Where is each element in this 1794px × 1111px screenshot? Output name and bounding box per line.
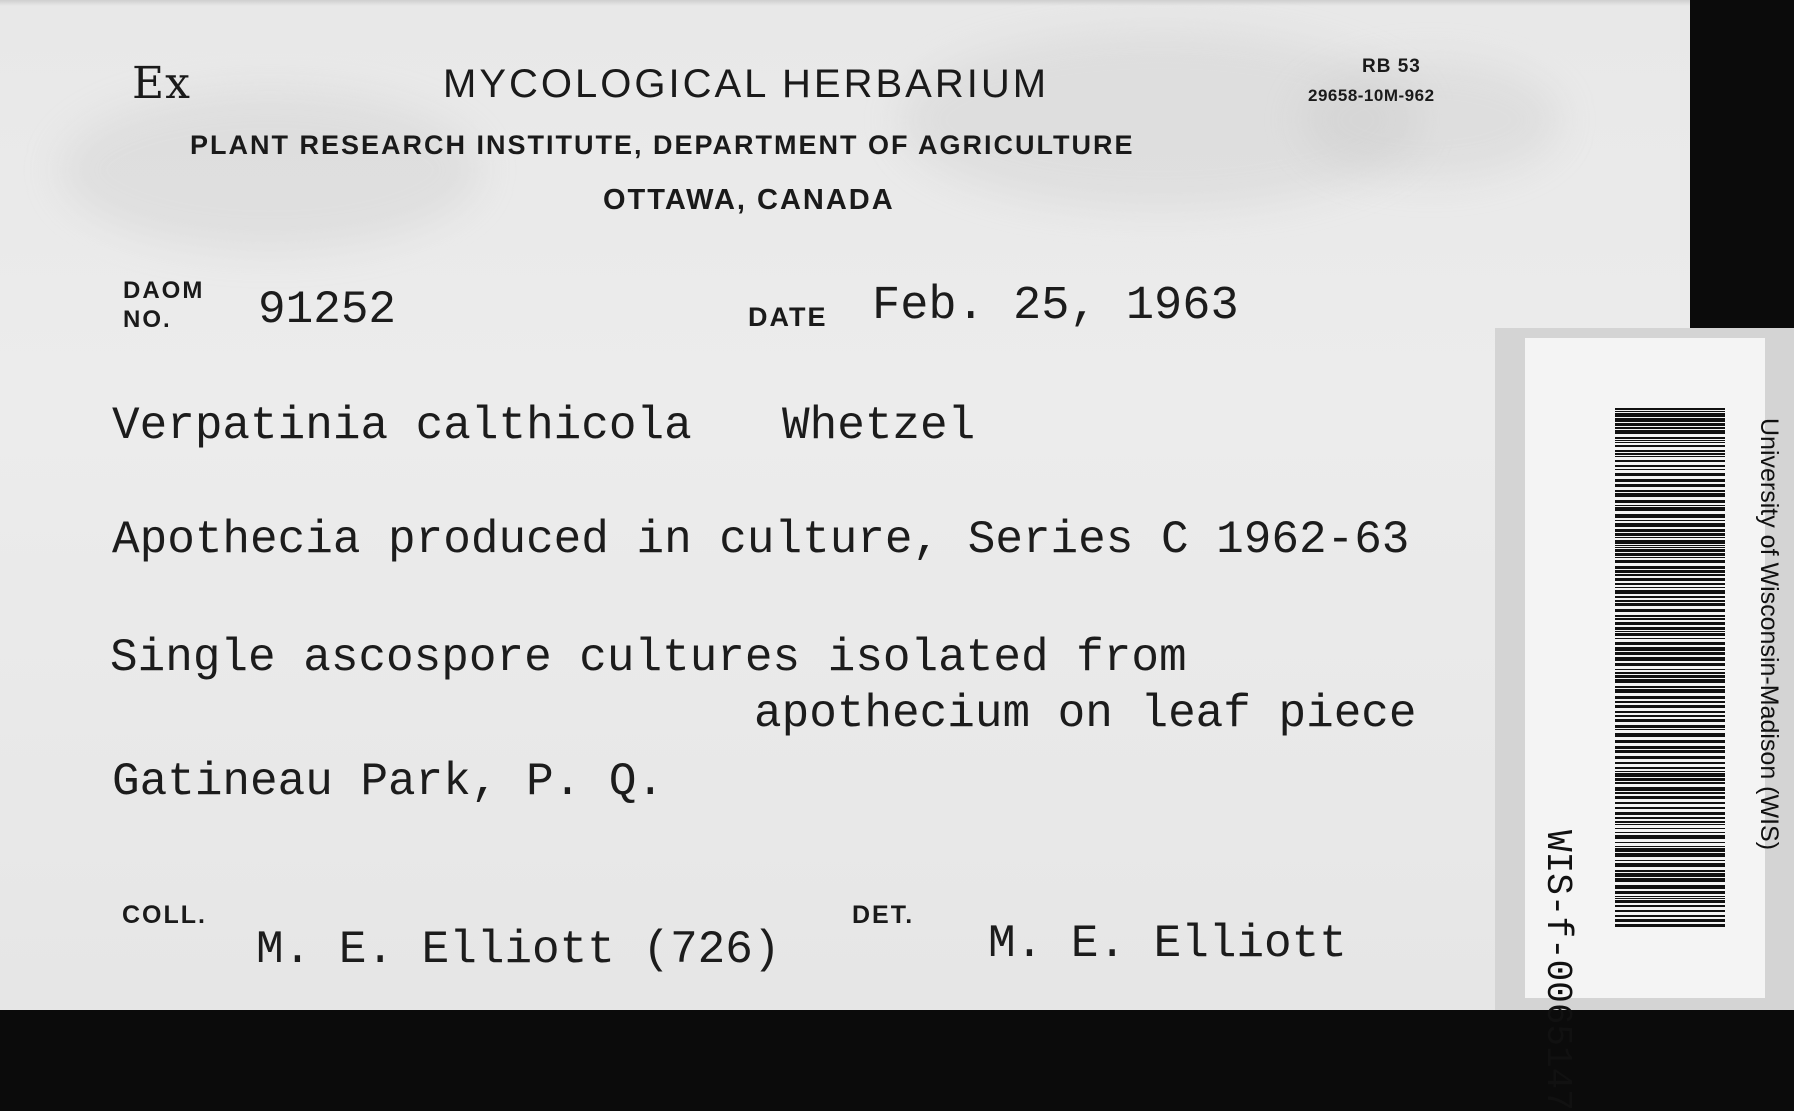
barcode-bar [1615,832,1725,833]
barcode-bar [1615,782,1725,784]
barcode-bar [1615,705,1725,708]
barcode-bar [1615,473,1725,476]
barcode-bar [1615,719,1725,722]
barcode-bar [1615,545,1725,546]
barcode-bar [1615,873,1725,877]
barcode-bar [1615,792,1725,794]
barcode-bar [1615,430,1725,434]
barcode-bar [1615,725,1725,728]
taxon-name: Verpatinia calthicola [112,400,692,452]
barcode-bar [1615,915,1725,917]
no-label: NO. [123,306,172,333]
collector-name: M. E. Elliott (726) [256,924,781,976]
barcode-bar [1615,547,1725,548]
det-label: DET. [852,901,915,929]
barcode-bar [1615,696,1725,699]
barcode-bar [1615,642,1725,645]
barcode-bar [1615,767,1725,769]
barcode-bar [1615,514,1725,518]
barcode-bar [1615,633,1725,636]
print-code: 29658-10M-962 [1308,86,1435,105]
barcode-bar [1615,618,1725,620]
barcode-bar [1615,413,1725,417]
barcode-bar [1615,465,1725,467]
barcode-bar [1615,479,1725,482]
barcode-bar [1615,590,1725,594]
barcode-bar [1615,900,1725,903]
barcode-bar [1615,762,1725,764]
barcode-bar [1615,450,1725,452]
barcode-bar [1615,778,1725,781]
barcode-bar [1615,540,1725,544]
barcode-bar [1615,802,1725,804]
barcode [1615,408,1725,933]
barcode-bar [1615,440,1725,441]
daom-label: DAOM [123,277,205,304]
barcode-bar [1615,600,1725,602]
note-line-2a: Single ascospore cultures isolated from [110,632,1187,684]
barcode-bar [1615,686,1725,688]
barcode-bar [1615,905,1725,907]
barcode-bar [1615,560,1725,563]
barcode-bar [1615,418,1725,422]
barcode-bar [1615,442,1725,443]
barcode-bar [1615,910,1725,912]
barcode-bar [1615,587,1725,588]
barcode-bar [1615,603,1725,606]
barcode-bar [1615,919,1725,922]
barcode-bar [1615,821,1725,823]
institute-line: PLANT RESEARCH INSTITUTE, DEPARTMENT OF AGRICULTURE [190,130,1135,160]
barcode-bar [1615,647,1725,651]
barcode-bar [1615,427,1725,429]
barcode-bar [1615,505,1725,506]
barcode-bar [1615,583,1725,585]
barcode-bar [1615,638,1725,639]
barcode-bar [1615,828,1725,829]
institution-text [1754,418,1783,850]
barcode-bar [1615,537,1725,538]
barcode-bar [1615,627,1725,630]
barcode-bar [1615,812,1725,815]
barcode-bar [1615,870,1725,872]
barcode-bar [1615,729,1725,730]
barcode-bar [1615,848,1725,852]
note-line-1: Apothecia produced in culture, Series C 1962-63 [112,514,1410,566]
barcode-bar [1615,824,1725,825]
barcode-bar [1615,663,1725,666]
barcode-bar [1615,520,1725,521]
barcode-bar [1615,460,1725,462]
institution-name: University of Wisconsin-Madison (WIS) [1755,418,1783,851]
barcode-bar [1615,596,1725,598]
barcode-bar [1615,469,1725,470]
locality: Gatineau Park, P. Q. [112,756,665,808]
barcode-bar [1615,652,1725,655]
barcode-bar [1615,740,1725,743]
barcode-bar [1615,615,1725,617]
barcode-bar [1615,484,1725,487]
coll-label: COLL. [122,901,207,929]
barcode-bar [1615,622,1725,625]
catalog-number: WIS-f-0065147 [1537,830,1578,1111]
barcode-bar [1615,853,1725,857]
page-title: MYCOLOGICAL HERBARIUM [443,62,1050,106]
barcode-bar [1615,860,1725,861]
barcode-bar [1615,787,1725,791]
barcode-bar [1615,675,1725,678]
barcode-bar [1615,669,1725,670]
barcode-bar [1615,733,1725,737]
barcode-bar [1615,490,1725,492]
barcode-bar [1615,701,1725,703]
barcode-bar [1615,411,1725,412]
catalog-number-text [1537,830,1578,1111]
note-line-2b: apothecium on leaf piece [754,688,1417,740]
barcode-bar [1615,750,1725,753]
barcode-bar [1615,657,1725,661]
barcode-bar [1615,553,1725,556]
ex-label: Ex [132,58,191,109]
location-line: OTTAWA, CANADA [603,184,895,216]
daom-number: 91252 [258,284,397,336]
barcode-bar [1615,570,1725,573]
barcode-bar [1615,523,1725,527]
barcode-bar [1615,493,1725,497]
collection-date: Feb. 25, 1963 [872,280,1239,333]
barcode-bar [1615,771,1725,772]
barcode-bar [1615,456,1725,457]
barcode-bar [1615,746,1725,749]
barcode-bar [1615,549,1725,552]
barcode-bar [1615,796,1725,799]
barcode-bar [1615,445,1725,447]
barcode-bar [1615,835,1725,839]
barcode-bar [1615,679,1725,683]
barcode-bar [1615,891,1725,894]
barcode-bar [1615,863,1725,867]
stain [1300,60,1560,180]
barcode-bar [1615,773,1725,777]
barcode-bar [1615,533,1725,536]
barcode-bar [1615,807,1725,809]
barcode-bar [1615,609,1725,612]
barcode-bar [1615,574,1725,576]
barcode-bar [1615,578,1725,581]
barcode-bar [1615,885,1725,889]
barcode-bar [1615,715,1725,717]
stain [60,90,480,250]
barcode-bar [1615,566,1725,569]
barcode-bar [1615,711,1725,713]
barcode-bar [1615,557,1725,558]
barcode-bar [1615,756,1725,759]
barcode-bar [1615,924,1725,927]
barcode-bar [1615,878,1725,882]
barcode-label-inner [1525,338,1783,1111]
barcode-bar [1615,842,1725,843]
barcode-bar [1615,408,1725,410]
form-code: RB 53 [1362,56,1421,77]
date-label: DATE [748,302,828,332]
barcode-bar [1615,507,1725,511]
barcode-bar [1615,423,1725,426]
barcode-bar [1615,817,1725,819]
taxon-authority: Whetzel [782,400,976,452]
barcode-bar [1615,631,1725,632]
barcode-bar [1615,898,1725,899]
barcode-bar [1615,437,1725,439]
barcode-bar [1615,672,1725,674]
barcode-bar [1615,846,1725,847]
barcode-bar [1615,689,1725,693]
barcode-label [1495,328,1794,1111]
barcode-bar [1615,500,1725,503]
barcode-bar [1615,896,1725,897]
barcode-bar [1615,529,1725,532]
barcode-bar [1615,453,1725,455]
determiner-name: M. E. Elliott [988,918,1347,970]
